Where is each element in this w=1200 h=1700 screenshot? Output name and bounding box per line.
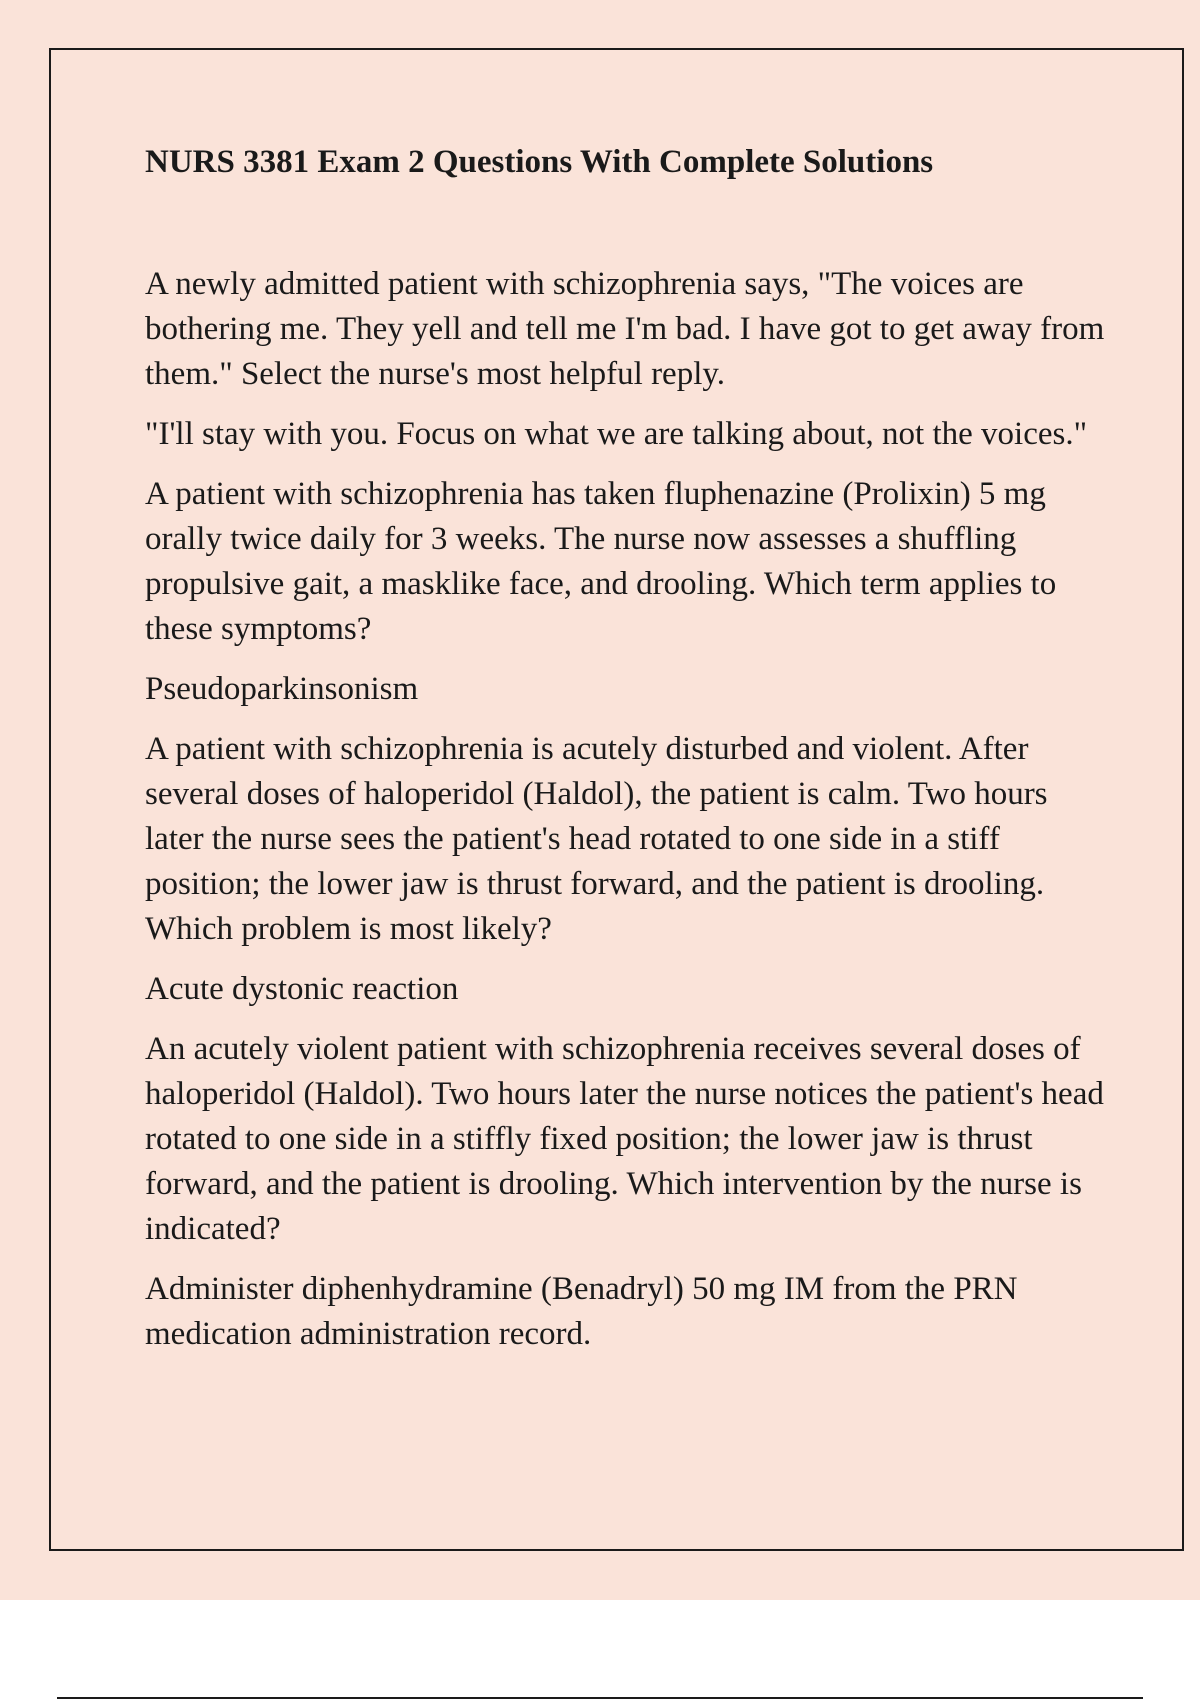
answer-3: Acute dystonic reaction (145, 971, 459, 1007)
document-title: NURS 3381 Exam 2 Questions With Complete Solutions (145, 144, 934, 180)
question-4: An acutely violent patient with schizophrenia receives several doses of haloperidol (Haldol). Two hours later the nurse notices the patient's head rotated to one side in a stiffly fixed position; the lower jaw is thrust forward, and the patient is drooling. Which intervention by the nurse is indicated? (145, 1031, 1104, 1247)
answer-1: "I'll stay with you. Focus on what we are talking about, not the voices." (145, 416, 1088, 452)
question-3: A patient with schizophrenia is acutely disturbed and violent. After several doses of haloperidol (Haldol), the patient is calm. Two hours later the nurse sees the patient's head rotated to one side in a stiff position; the lower jaw is thrust forward, and the patient is drooling. Which problem is most likely? (145, 731, 1048, 947)
question-2: A patient with schizophrenia has taken fluphenazine (Prolixin) 5 mg orally twice daily for 3 weeks. The nurse now assesses a shuffling propulsive gait, a masklike face, and drooling. Which term applies to these symptoms? (145, 476, 1057, 647)
document-content (145, 140, 1105, 1372)
question-1: A newly admitted patient with schizophrenia says, "The voices are bothering me. They yell and tell me I'm bad. I have got to get away from them." Select the nurse's most helpful reply. (145, 266, 1105, 392)
answer-4: Administer diphenhydramine (Benadryl) 50 mg IM from the PRN medication administration record. (145, 1271, 1018, 1352)
footer-divider (57, 1697, 1143, 1699)
answer-2: Pseudoparkinsonism (145, 671, 419, 707)
